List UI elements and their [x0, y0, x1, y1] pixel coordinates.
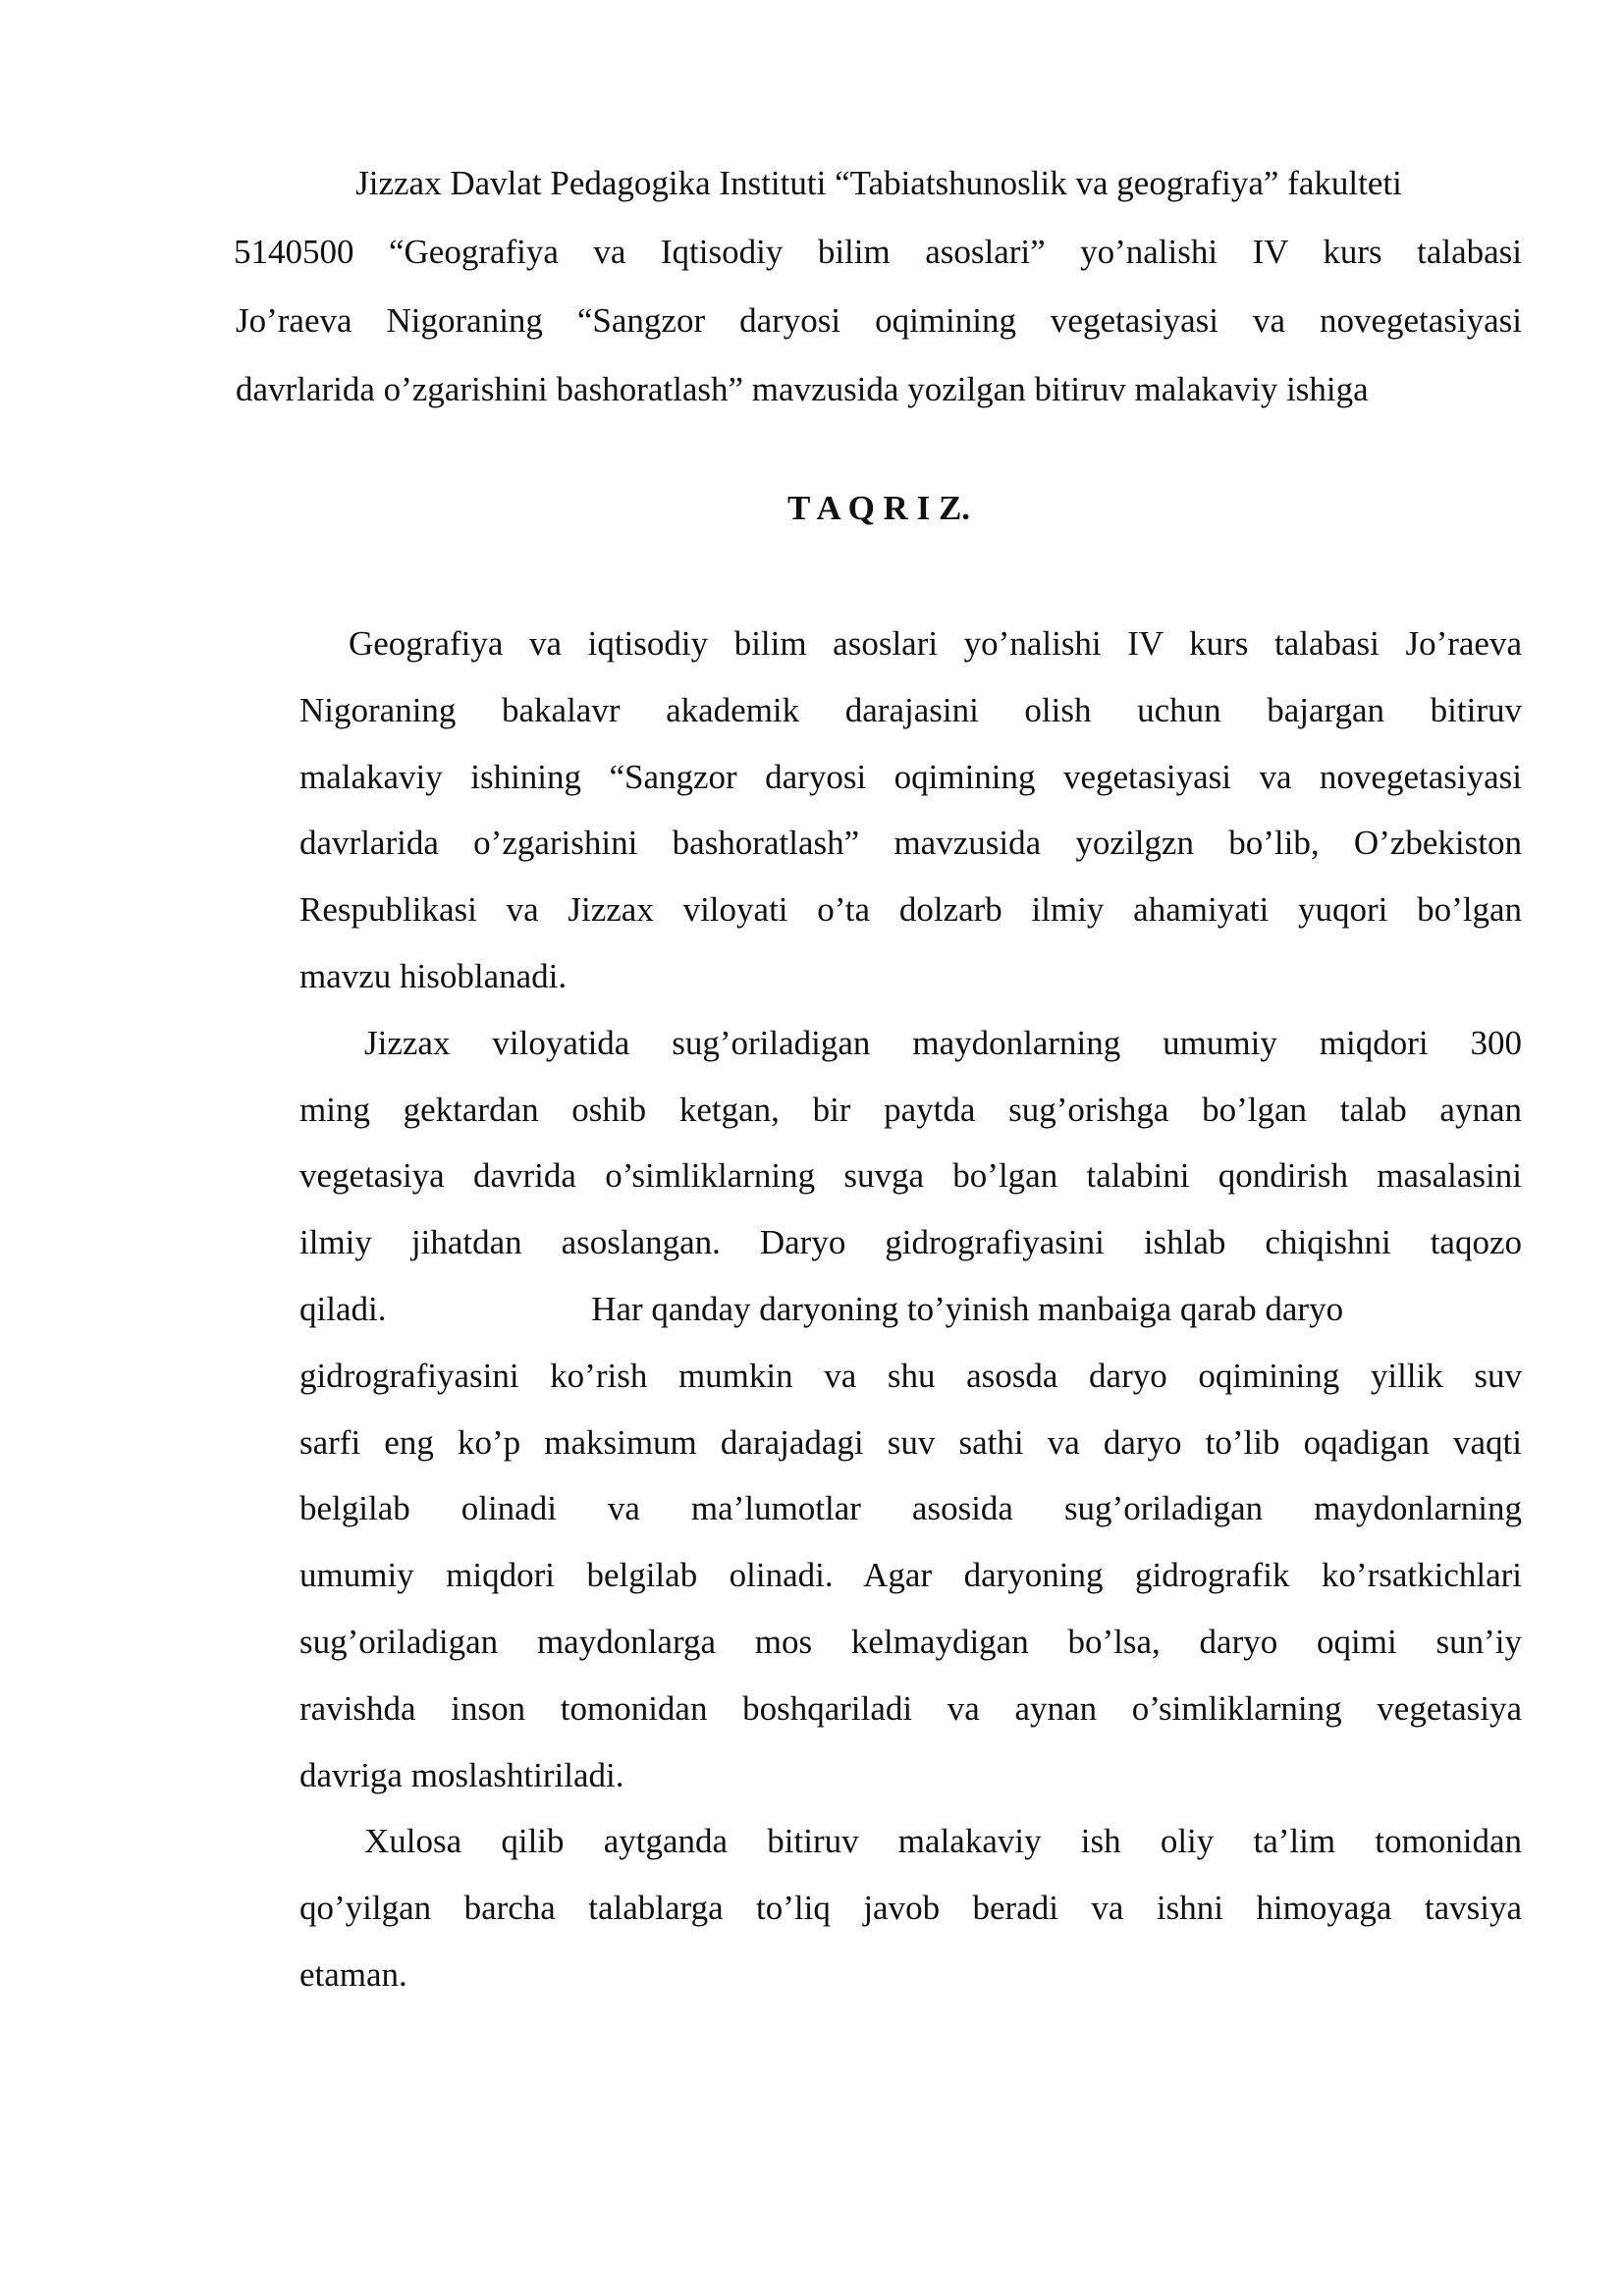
paragraph-2-line-3: vegetasiya davrida o’simliklarning suvga bo’lgan talabini qondirish masalasini — [299, 1156, 1522, 1196]
paragraph-1-line-1: Geografiya va iqtisodiy bilim asoslari yo’nalishi IV kurs talabasi Jo’raeva — [349, 624, 1522, 663]
document-header — [236, 149, 1522, 424]
paragraph-3-line-2: qo’yilgan barcha talablarga to’liq javob beradi va ishni himoyaga tavsiya — [299, 1889, 1522, 1928]
paragraph-2-line-2: ming gektardan oshib ketgan, bir paytda sug’orishga bo’lgan talab aynan — [299, 1090, 1522, 1129]
paragraph-2-line-5 — [299, 1276, 1522, 1343]
header-line-4: davrlarida o’zgarishini bashoratlash” mavzusida yozilgan bitiruv malakaviy ishiga — [236, 370, 1369, 408]
paragraph-2-line-4: ilmiy jihatdan asoslangan. Daryo gidrografiyasini ishlab chiqishni taqozo — [299, 1223, 1522, 1262]
paragraph-2-line-11: ravishda inson tomonidan boshqariladi va aynan o’simliklarning vegetasiya — [299, 1688, 1522, 1728]
paragraph-2-line-12: davriga moslashtiriladi. — [299, 1755, 624, 1794]
paragraph-1-line-2: Nigoraning bakalavr akademik darajasini olish uchun bajargan bitiruv — [299, 690, 1522, 729]
header-line-2: 5140500 “Geografiya va Iqtisodiy bilim asoslari” yo’nalishi IV kurs talabasi — [234, 233, 1522, 271]
header-line-1: Jizzax Davlat Pedagogika Instituti “Tabiatshunoslik va geografiya” fakulteti — [355, 164, 1402, 202]
paragraph-2-line-9: umumiy miqdori belgilab olinadi. Agar daryoning gidrografik ko’rsatkichlari — [299, 1556, 1522, 1595]
paragraph-1-line-4: davrlarida o’zgarishini bashoratlash” mavzusida yozilgzn bo’lib, O’zbekiston — [299, 824, 1522, 863]
paragraph-1-line-5: Respublikasi va Jizzax viloyati o’ta dolzarb ilmiy ahamiyati yuqori bo’lgan — [299, 890, 1522, 930]
paragraph-2-line-7: sarfi eng ko’p maksimum darajadagi suv sathi va daryo to’lib oqadigan vaqti — [299, 1422, 1522, 1462]
header-line-3: Jo’raeva Nigoraning “Sangzor daryosi oqimining vegetasiyasi va novegetasiyasi — [236, 301, 1522, 340]
paragraph-2-line-5-right: Har qanday daryoning to’yinish manbaiga qarab daryo — [591, 1289, 1344, 1328]
paragraph-1-line-3: malakaviy ishining “Sangzor daryosi oqimining vegetasiyasi va novegetasiyasi — [299, 757, 1522, 796]
paragraph-2-line-6: gidrografiyasini ko’rish mumkin va shu asosda daryo oqimining yillik suv — [299, 1356, 1522, 1395]
paragraph-2-line-1: Jizzax viloyatida sug’oriladigan maydonlarning umumiy miqdori 300 — [364, 1023, 1522, 1062]
paragraph-3-line-3: etaman. — [299, 1954, 407, 1994]
paragraph-2-line-5-left: qiladi. — [299, 1289, 387, 1328]
paragraph-2-line-10: sug’oriladigan maydonlarga mos kelmaydigan bo’lsa, daryo oqimi sun’iy — [299, 1622, 1522, 1661]
document-body — [299, 611, 1522, 2008]
paragraph-1-line-6: mavzu hisoblanadi. — [299, 956, 568, 995]
document-title: T A Q R I Z. — [786, 489, 971, 527]
paragraph-2-line-8: belgilab olinadi va ma’lumotlar asosida sug’oriladigan maydonlarning — [299, 1489, 1522, 1528]
paragraph-3-line-1: Xulosa qilib aytganda bitiruv malakaviy ish oliy ta’lim tomonidan — [364, 1822, 1522, 1861]
